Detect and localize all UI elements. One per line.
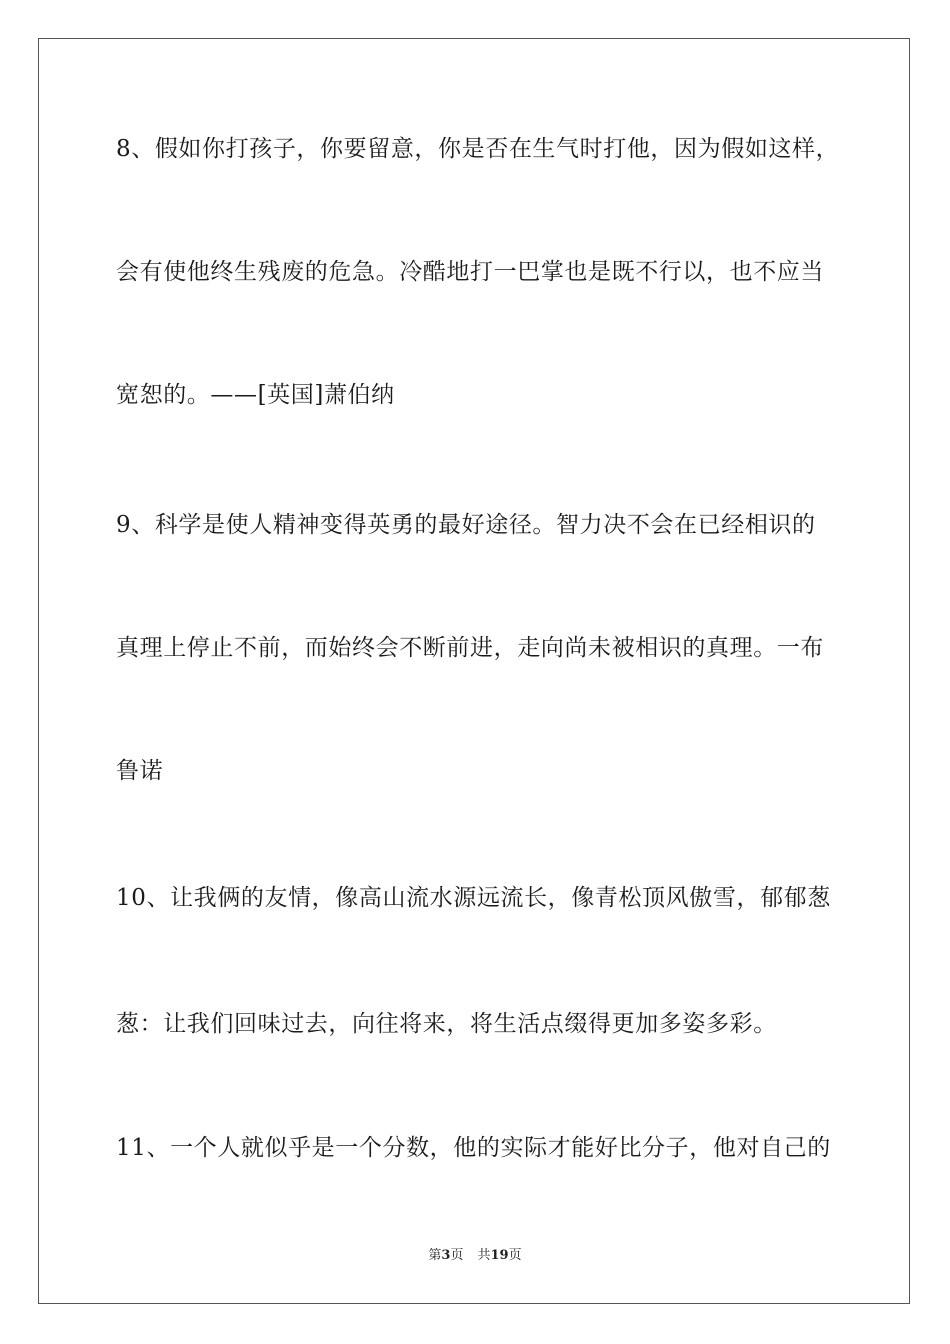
text-line-2: 会有使他终生残废的危急。冷酷地打一巴掌也是既不行以，也不应当 [116,259,824,285]
page-footer [0,1247,950,1265]
text-line-5: 真理上停止不前，而始终会不断前进，走向尚未被相识的真理。一布 [116,635,824,661]
text-line-4: 9、科学是使人精神变得英勇的最好途径。智力决不会在已经相识的 [116,512,816,538]
text-line-9: 11、一个人就似乎是一个分数，他的实际才能好比分子，他对自己的 [116,1135,831,1161]
text-line-8: 葱：让我们回味过去，向往将来，将生活点缀得更加多姿多彩。 [116,1011,777,1037]
text-line-7: 10、让我俩的友情，像高山流水源远流长，像青松顶风傲雪，郁郁葱 [116,885,831,911]
page-suffix: 页 [450,1248,464,1263]
total-suffix: 页 [508,1248,522,1263]
text-line-6: 鲁诺 [116,758,164,784]
text-line-3: 宽恕的。——[英国]萧伯纳 [116,382,395,408]
total-prefix: 共 [477,1248,491,1263]
page-number: 3 [441,1248,451,1263]
page-prefix: 第 [428,1248,442,1263]
page-border [38,38,910,1304]
total-pages: 19 [490,1248,509,1263]
text-line-1: 8、假如你打孩子，你要留意，你是否在生气时打他，因为假如这样， [116,136,840,162]
